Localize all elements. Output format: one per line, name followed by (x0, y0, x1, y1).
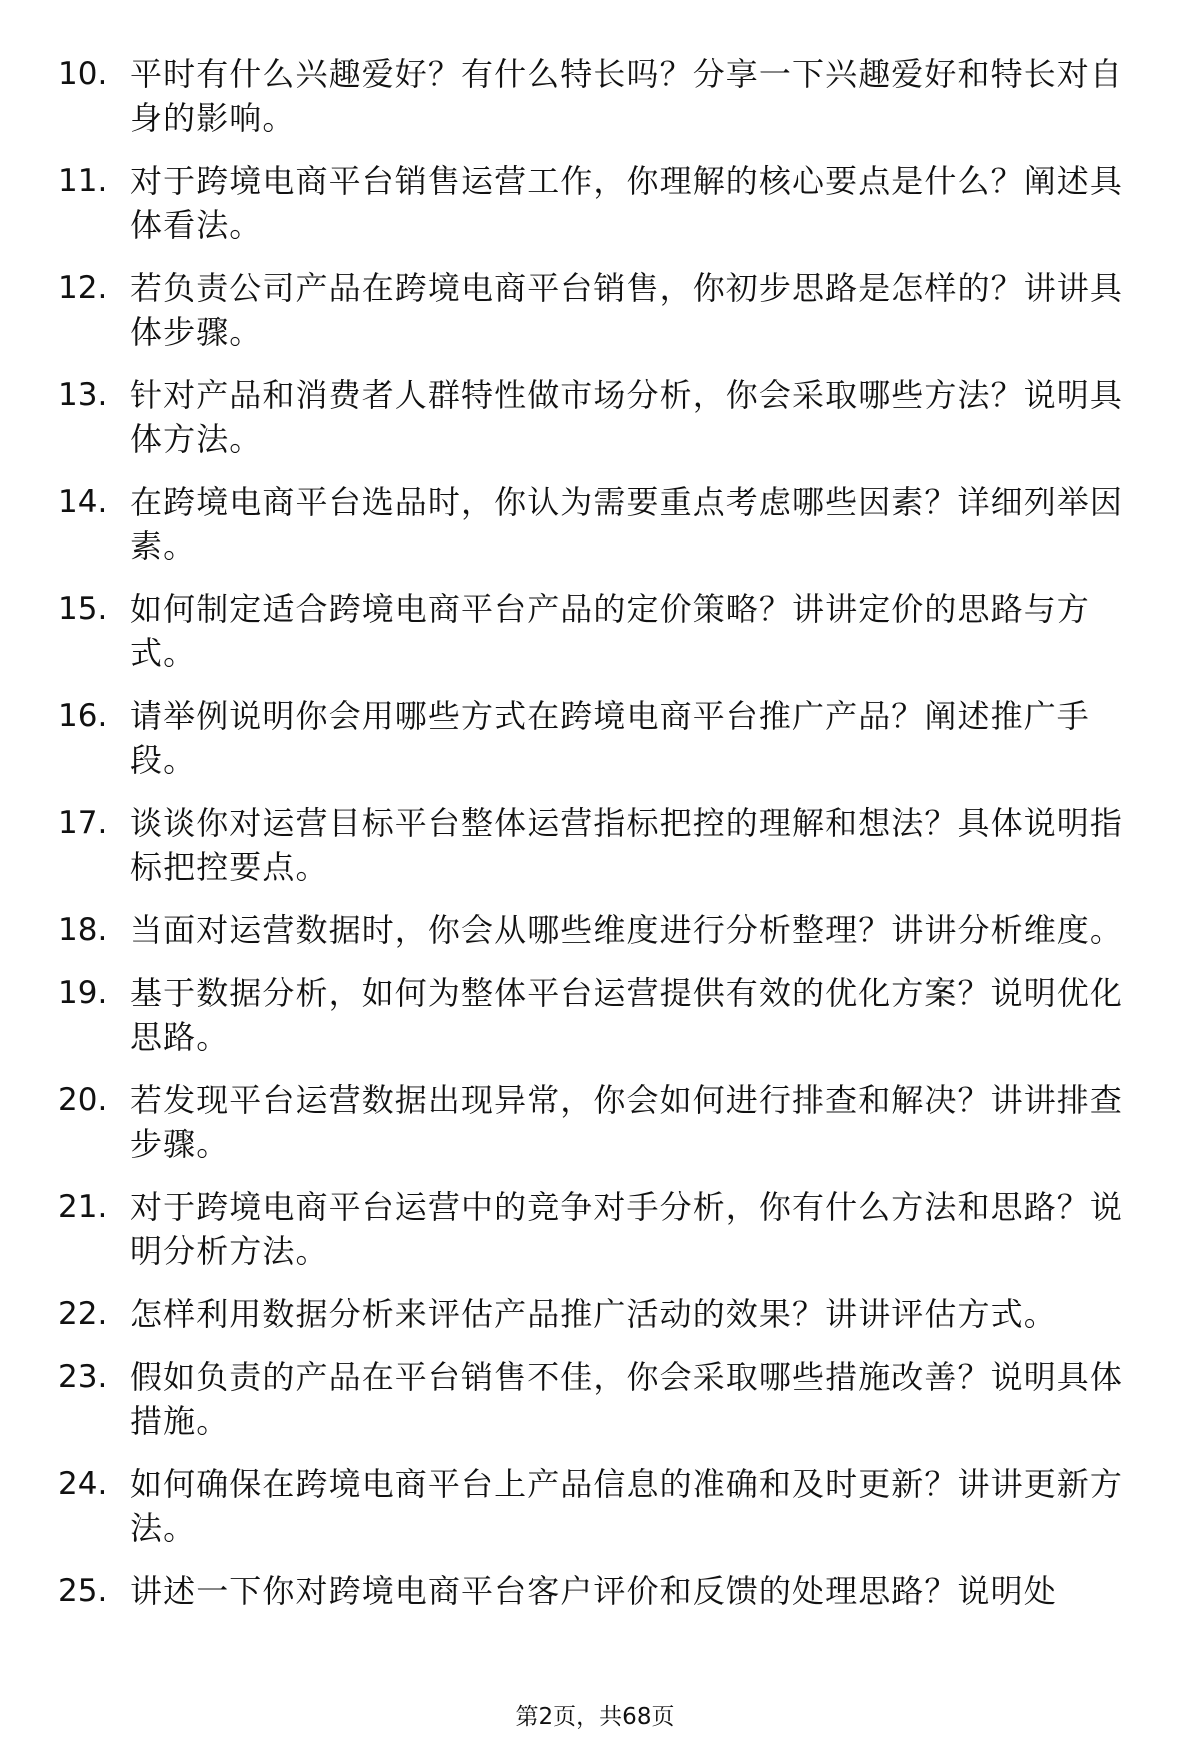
question-item (0, 52, 1190, 140)
question-item (0, 801, 1190, 889)
question-text: 当面对运营数据时，你会从哪些维度进行分析整理？讲讲分析维度。 (130, 911, 1124, 949)
question-number: 24. (58, 1466, 108, 1502)
question-number: 19. (58, 975, 108, 1011)
question-item (0, 266, 1190, 354)
question-item (0, 1569, 1190, 1613)
question-number: 25. (58, 1573, 108, 1609)
page-footer: 第2页，共68页 (515, 1704, 675, 1730)
question-number: 20. (58, 1082, 108, 1118)
question-text: 若发现平台运营数据出现异常，你会如何进行排查和解决？讲讲排查步骤。 (130, 1081, 1124, 1163)
question-text: 如何确保在跨境电商平台上产品信息的准确和及时更新？讲讲更新方法。 (130, 1465, 1124, 1547)
question-text: 平时有什么兴趣爱好？有什么特长吗？分享一下兴趣爱好和特长对自身的影响。 (130, 55, 1124, 137)
question-list (0, 52, 1190, 1632)
question-number: 22. (58, 1296, 108, 1332)
question-item (0, 1355, 1190, 1443)
question-text: 讲述一下你对跨境电商平台客户评价和反馈的处理思路？说明处 (130, 1572, 1057, 1610)
question-item (0, 159, 1190, 247)
question-number: 21. (58, 1189, 108, 1225)
question-text: 如何制定适合跨境电商平台产品的定价策略？讲讲定价的思路与方式。 (130, 590, 1090, 672)
question-number: 11. (58, 163, 108, 199)
question-number: 18. (58, 912, 108, 948)
question-number: 12. (58, 270, 108, 306)
question-text: 假如负责的产品在平台销售不佳，你会采取哪些措施改善？说明具体措施。 (130, 1358, 1124, 1440)
question-text: 在跨境电商平台选品时，你认为需要重点考虑哪些因素？详细列举因素。 (130, 483, 1124, 565)
question-number: 10. (58, 56, 108, 92)
question-text: 请举例说明你会用哪些方式在跨境电商平台推广产品？阐述推广手段。 (130, 697, 1090, 779)
question-item (0, 971, 1190, 1059)
question-item (0, 373, 1190, 461)
question-number: 14. (58, 484, 108, 520)
question-item (0, 587, 1190, 675)
question-text: 谈谈你对运营目标平台整体运营指标把控的理解和想法？具体说明指标把控要点。 (130, 804, 1124, 886)
question-text: 基于数据分析，如何为整体平台运营提供有效的优化方案？说明优化思路。 (130, 974, 1124, 1056)
question-number: 17. (58, 805, 108, 841)
question-text: 对于跨境电商平台运营中的竞争对手分析，你有什么方法和思路？说明分析方法。 (130, 1188, 1124, 1270)
question-number: 16. (58, 698, 108, 734)
question-text: 针对产品和消费者人群特性做市场分析，你会采取哪些方法？说明具体方法。 (130, 376, 1124, 458)
question-item (0, 480, 1190, 568)
question-item (0, 1078, 1190, 1166)
question-text: 对于跨境电商平台销售运营工作，你理解的核心要点是什么？阐述具体看法。 (130, 162, 1124, 244)
question-text: 怎样利用数据分析来评估产品推广活动的效果？讲讲评估方式。 (130, 1295, 1057, 1333)
question-text: 若负责公司产品在跨境电商平台销售，你初步思路是怎样的？讲讲具体步骤。 (130, 269, 1124, 351)
question-number: 23. (58, 1359, 108, 1395)
question-item (0, 908, 1190, 952)
question-item (0, 1292, 1190, 1336)
question-number: 13. (58, 377, 108, 413)
question-item (0, 1462, 1190, 1550)
question-item (0, 694, 1190, 782)
question-item (0, 1185, 1190, 1273)
question-number: 15. (58, 591, 108, 627)
